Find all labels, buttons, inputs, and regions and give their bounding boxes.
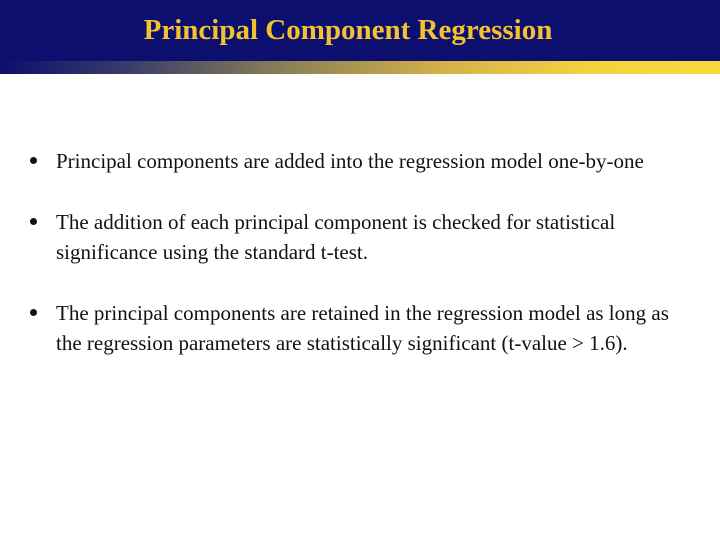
bullet-text: The addition of each principal component is checked for statistical significance using the standard t-test. <box>56 210 616 264</box>
bullet-dot-icon <box>30 218 37 225</box>
slide-title: Principal Component Regression <box>143 14 553 46</box>
bullet-text: The principal components are retained in the regression model as long as the regression parameters are statistically significant (t-value > 1.6). <box>56 301 669 355</box>
bullet-dot-icon <box>30 309 37 316</box>
title-bar <box>0 0 720 61</box>
bullet-text: Principal components are added into the regression model one-by-one <box>56 149 644 173</box>
bullet-dot-icon <box>30 157 37 164</box>
bullet-item <box>30 207 690 267</box>
accent-stripe <box>0 61 720 74</box>
bullet-list <box>30 146 690 389</box>
bullet-item <box>30 146 690 176</box>
bullet-item <box>30 298 690 358</box>
